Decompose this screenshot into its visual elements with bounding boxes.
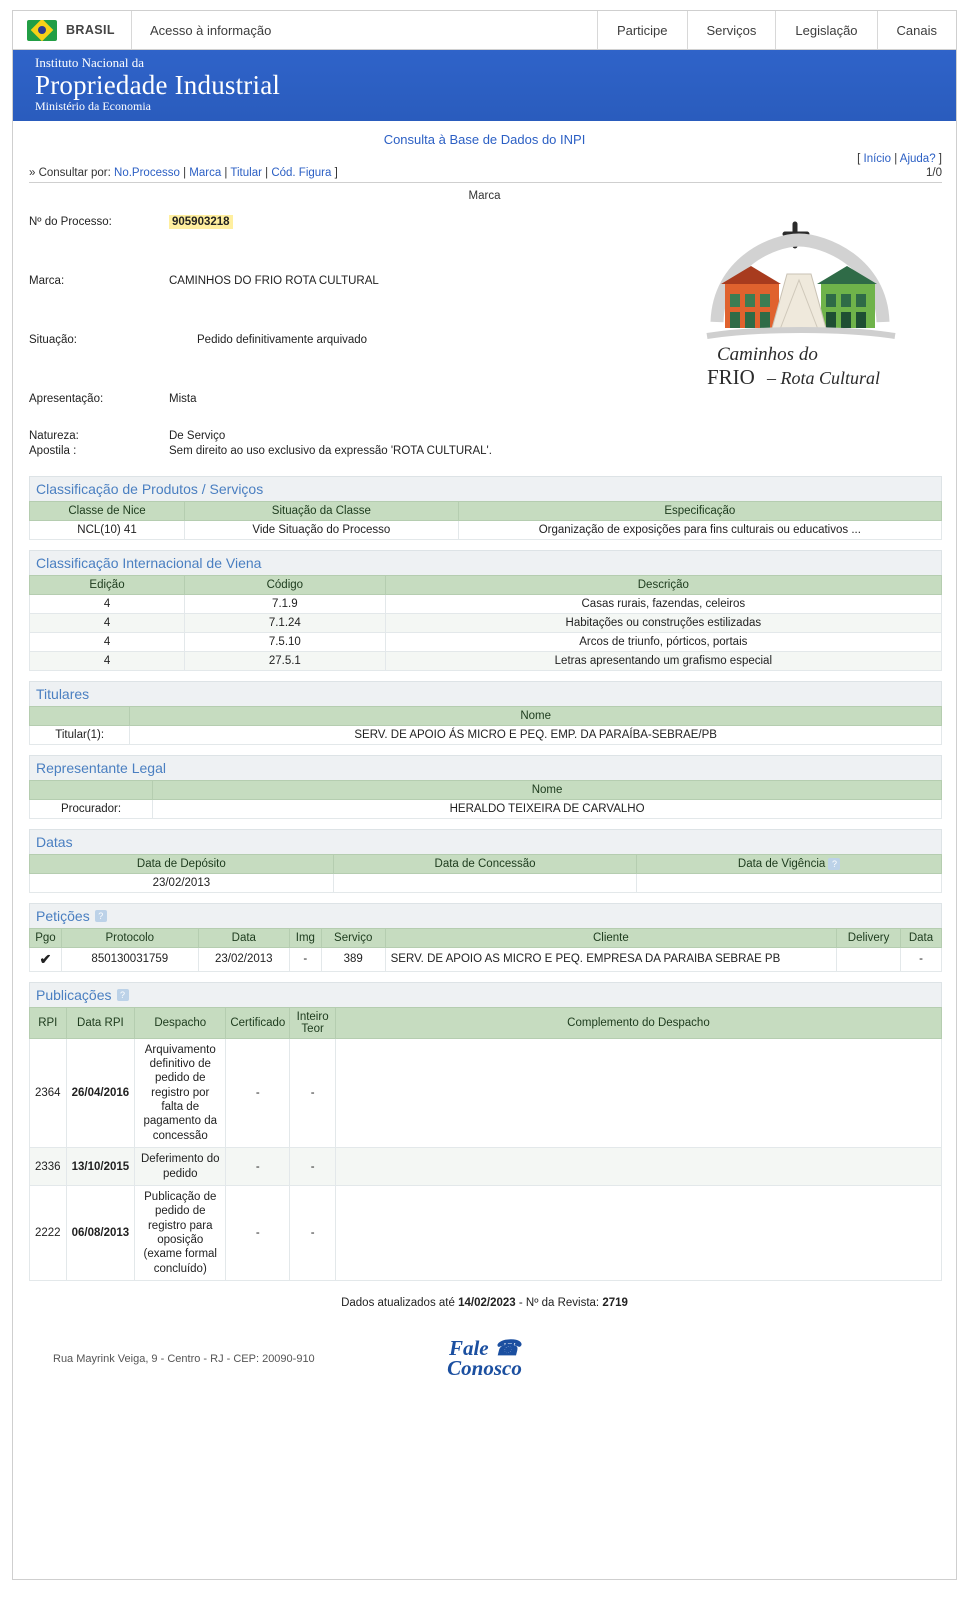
cell-data-deposito: 23/02/2013: [30, 873, 334, 892]
nav-legislacao[interactable]: Legislação: [775, 11, 876, 49]
marca-logo-image: [699, 214, 904, 394]
svg-text:FRIO: FRIO: [707, 364, 755, 389]
table-row: [30, 1148, 942, 1186]
col-delivery: Delivery: [837, 928, 901, 947]
cell-edicao: 4: [30, 651, 185, 670]
table-header-row: [30, 706, 942, 725]
consultar-prefix: » Consultar por:: [29, 166, 111, 179]
nav-canais[interactable]: Canais: [877, 11, 956, 49]
cell-inteiro-teor: -: [290, 1148, 336, 1186]
cell-descricao: Arcos de triunfo, pórticos, portais: [385, 632, 941, 651]
cell-codigo: 27.5.1: [185, 651, 386, 670]
govbar-spacer: [289, 11, 597, 49]
col-servico: Serviço: [321, 928, 385, 947]
field-processo-value: 905903218: [169, 215, 233, 229]
cell-data-rpi: 06/08/2013: [66, 1185, 135, 1280]
cell-data2: -: [900, 947, 941, 971]
cell-titular-nome: SERV. DE APOIO ÁS MICRO E PEQ. EMP. DA PARAÍBA-SEBRAE/PB: [130, 725, 942, 744]
field-apresentacao-value: Mista: [169, 392, 197, 405]
field-apostila: [13, 445, 956, 457]
updated-prefix: Dados atualizados até: [341, 1297, 455, 1310]
cell-edicao: 4: [30, 613, 185, 632]
svg-text:– Rota Cultural: – Rota Cultural: [767, 367, 881, 388]
table-header-row: [30, 575, 942, 594]
table-row: [30, 725, 942, 744]
document-frame: [12, 10, 957, 1580]
consultar-links: » Consultar por: No.Processo | Marca | Titular | Cód. Figura ]: [29, 166, 338, 179]
help-links: [13, 153, 956, 167]
table-classificacao-produtos: [29, 501, 942, 540]
col-edicao: Edição: [30, 575, 185, 594]
col-cliente: Cliente: [385, 928, 837, 947]
col-pgo: Pgo: [30, 928, 62, 947]
cell-certificado: -: [226, 1185, 290, 1280]
help-icon[interactable]: ?: [828, 858, 840, 870]
cell-servico[interactable]: 389: [321, 947, 385, 971]
cell-codigo: 7.1.9: [185, 594, 386, 613]
record-fields: [13, 208, 956, 466]
col-data-rpi: Data RPI: [66, 1007, 135, 1038]
section-title-peticoes: [29, 903, 942, 928]
section-title-titulares: [29, 681, 942, 706]
updated-mid: - Nº da Revista:: [518, 1297, 600, 1310]
cell-certificado: -: [226, 1148, 290, 1186]
section-title-representante: [29, 755, 942, 780]
col-codigo: Código: [185, 575, 386, 594]
table-header-row: [30, 1007, 942, 1038]
header-line-2: Propriedade Industrial: [35, 69, 281, 100]
cell-despacho: Deferimento do pedido: [135, 1148, 226, 1186]
section-title-publicacoes: [29, 982, 942, 1007]
table-peticoes: [29, 928, 942, 972]
cell-codigo: 7.1.24: [185, 613, 386, 632]
field-marca-value: CAMINHOS DO FRIO ROTA CULTURAL: [169, 274, 379, 287]
section-title-text: Representante Legal: [36, 759, 166, 776]
col-complemento: Complemento do Despacho: [335, 1007, 941, 1038]
consultar-titular[interactable]: Titular: [230, 166, 262, 179]
table-header-row: [30, 928, 942, 947]
col-protocolo: Protocolo: [61, 928, 198, 947]
col-rpi: RPI: [30, 1007, 67, 1038]
help-icon[interactable]: ?: [117, 989, 129, 1001]
result-counter: 1/0: [926, 166, 942, 179]
col-especificacao: Especificação: [458, 501, 941, 520]
cell-despacho: Publicação de pedido de registro para oposição (exame formal concluído): [135, 1185, 226, 1280]
consultar-cod-figura[interactable]: Cód. Figura: [271, 166, 332, 179]
table-row: [30, 520, 942, 539]
table-row: [30, 799, 942, 818]
col-certificado: Certificado: [226, 1007, 290, 1038]
help-separator: |: [894, 152, 898, 165]
field-marca-label: Marca:: [29, 274, 65, 287]
col-data-vigencia: [637, 854, 942, 873]
updated-info: [13, 1281, 956, 1309]
brasil-brand[interactable]: [13, 11, 132, 49]
table-classificacao-viena: [29, 575, 942, 671]
cell-procurador-nome: HERALDO TEIXEIRA DE CARVALHO: [153, 799, 942, 818]
nav-participe[interactable]: Participe: [597, 11, 687, 49]
consultar-no-processo[interactable]: No.Processo: [114, 166, 180, 179]
brasil-label: BRASIL: [66, 23, 115, 37]
cell-cliente: SERV. DE APOIO AS MICRO E PEQ. EMPRESA DA PARAIBA SEBRAE PB: [385, 947, 837, 971]
fale-conosco-logo[interactable]: [447, 1336, 522, 1381]
brazil-flag-icon: [27, 20, 57, 41]
help-bracket-close: ]: [938, 152, 942, 165]
col-classe-nice: Classe de Nice: [30, 501, 185, 520]
col-img: Img: [289, 928, 321, 947]
field-situacao-label: Situação:: [29, 333, 77, 346]
page-footer: [13, 1309, 956, 1383]
section-title-text: Petições: [36, 907, 90, 924]
cell-despacho: Arquivamento definitivo de pedido de registro por falta de pagamento da concessão: [135, 1038, 226, 1148]
fale-phone-icon: ☎: [493, 1336, 521, 1361]
col-titular-blank: [30, 706, 130, 725]
cell-situacao-classe: Vide Situação do Processo: [185, 520, 459, 539]
nav-servicos[interactable]: Serviços: [687, 11, 776, 49]
section-title-text: Publicações: [36, 986, 112, 1003]
page-title: Consulta à Base de Dados do INPI: [383, 131, 586, 147]
col-data: Data: [198, 928, 289, 947]
table-row: [30, 613, 942, 632]
cell-data: 23/02/2013: [198, 947, 289, 971]
table-header-row: [30, 501, 942, 520]
cell-rpi: 2222: [30, 1185, 67, 1280]
inpi-header-banner: [13, 50, 956, 121]
header-line-3: Ministério da Economia: [35, 98, 151, 113]
table-datas: [29, 854, 942, 893]
field-apostila-label: Apostila :: [29, 444, 77, 457]
section-classificacao-produtos: [29, 476, 942, 540]
cell-descricao: Casas rurais, fazendas, celeiros: [385, 594, 941, 613]
table-row: [30, 632, 942, 651]
svg-text:Caminhos do: Caminhos do: [717, 343, 818, 365]
section-representante-legal: [29, 755, 942, 819]
consultar-row: [13, 167, 956, 182]
field-processo-label: Nº do Processo:: [29, 215, 112, 228]
updated-revista: 2719: [602, 1297, 628, 1310]
table-row: [30, 947, 942, 971]
col-representante-nome: Nome: [153, 780, 942, 799]
cell-data-rpi: 13/10/2015: [66, 1148, 135, 1186]
cell-img: -: [289, 947, 321, 971]
section-titulares: [29, 681, 942, 745]
footer-address: Rua Mayrink Veiga, 9 - Centro - RJ - CEP: 20090-910: [53, 1353, 315, 1366]
col-data-vigencia-text: Data de Vigência: [737, 857, 826, 870]
col-despacho: Despacho: [135, 1007, 226, 1038]
fale-line-1: Fale: [448, 1336, 489, 1361]
table-titulares: [29, 706, 942, 745]
link-ajuda[interactable]: Ajuda?: [899, 152, 936, 165]
col-situacao-classe: Situação da Classe: [185, 501, 459, 520]
help-icon[interactable]: ?: [95, 910, 107, 922]
cell-inteiro-teor: -: [290, 1185, 336, 1280]
table-row: [30, 651, 942, 670]
cell-descricao: Letras apresentando um grafismo especial: [385, 651, 941, 670]
cell-certificado: -: [226, 1038, 290, 1148]
table-representante: [29, 780, 942, 819]
section-title-text: Datas: [36, 833, 73, 850]
cell-titular-label: Titular(1):: [30, 725, 130, 744]
gap-4: [13, 405, 956, 430]
help-bracket-open: [: [857, 152, 861, 165]
cell-rpi: 2336: [30, 1148, 67, 1186]
cell-complemento: [335, 1148, 941, 1186]
cell-data-vigencia: [637, 873, 942, 892]
cell-pgo-check-icon: ✔: [30, 947, 62, 971]
cell-data-rpi: 26/04/2016: [66, 1038, 135, 1148]
section-title-classificacao-viena: [29, 550, 942, 575]
field-apresentacao: [13, 393, 956, 405]
cell-descricao: Habitações ou construções estilizadas: [385, 613, 941, 632]
section-title-datas: [29, 829, 942, 854]
field-natureza-value: De Serviço: [169, 429, 226, 442]
cell-procurador-label: Procurador:: [30, 799, 153, 818]
fale-line-2: Conosco: [447, 1356, 522, 1381]
cell-delivery: [837, 947, 901, 971]
cell-rpi: 2364: [30, 1038, 67, 1148]
cell-protocolo: 850130031759: [61, 947, 198, 971]
consultar-marca[interactable]: Marca: [189, 166, 222, 179]
section-title-classificacao-produtos: [29, 476, 942, 501]
col-data2: Data: [900, 928, 941, 947]
col-representante-blank: [30, 780, 153, 799]
table-row: [30, 1185, 942, 1280]
cell-classe-nice[interactable]: NCL(10) 41: [30, 520, 185, 539]
section-title-text: Classificação Internacional de Viena: [36, 554, 262, 571]
cell-edicao: 4: [30, 632, 185, 651]
section-title-text: Classificação de Produtos / Serviços: [36, 480, 264, 497]
cell-complemento: [335, 1185, 941, 1280]
gov-bar: [13, 11, 956, 50]
field-apostila-value: Sem direito ao uso exclusivo da expressão 'ROTA CULTURAL'.: [169, 444, 492, 457]
field-situacao-value: Pedido definitivamente arquivado: [197, 333, 368, 346]
table-row: [30, 594, 942, 613]
section-peticoes: [29, 903, 942, 972]
section-title-text: Titulares: [36, 685, 90, 702]
section-publicacoes: [29, 982, 942, 1282]
col-inteiro-teor: Inteiro Teor: [290, 1007, 336, 1038]
table-row: [30, 873, 942, 892]
cell-data-concessao: [333, 873, 637, 892]
col-titular-nome: Nome: [130, 706, 942, 725]
record-type-label: Marca: [468, 189, 501, 202]
cell-complemento: [335, 1038, 941, 1148]
table-header-row: [30, 854, 942, 873]
link-inicio[interactable]: Início: [863, 152, 892, 165]
updated-date: 14/02/2023: [458, 1297, 516, 1310]
cell-edicao: 4: [30, 594, 185, 613]
field-apresentacao-label: Apresentação:: [29, 392, 104, 405]
field-natureza: [13, 430, 956, 442]
field-natureza-label: Natureza:: [29, 429, 79, 442]
col-data-concessao: Data de Concessão: [333, 854, 637, 873]
col-descricao: Descrição: [385, 575, 941, 594]
table-publicacoes: [29, 1007, 942, 1282]
cell-inteiro-teor: -: [290, 1038, 336, 1148]
acesso-informacao-link[interactable]: Acesso à informação: [149, 22, 272, 38]
section-datas: [29, 829, 942, 893]
cell-especificacao[interactable]: Organização de exposições para fins culturais ou educativos ...: [458, 520, 941, 539]
col-data-deposito: Data de Depósito: [30, 854, 334, 873]
table-header-row: [30, 780, 942, 799]
table-row: [30, 1038, 942, 1148]
header-line-1: Instituto Nacional da: [35, 55, 145, 70]
cell-codigo: 7.5.10: [185, 632, 386, 651]
section-classificacao-viena: [29, 550, 942, 671]
